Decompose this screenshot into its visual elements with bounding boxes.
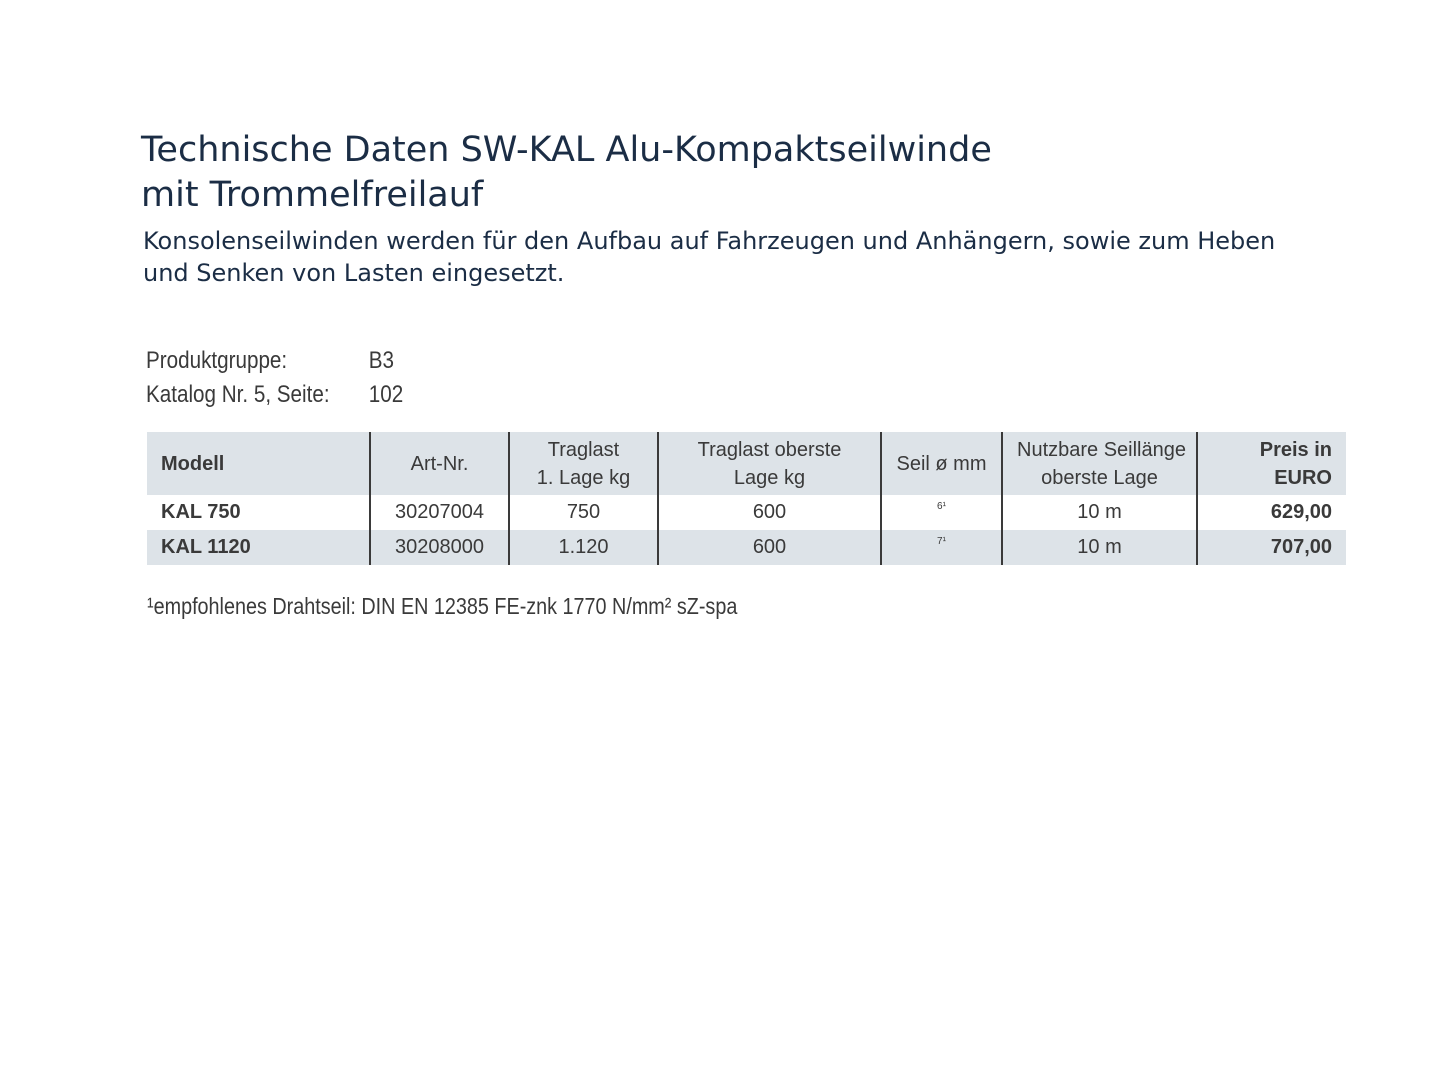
page-title bbox=[141, 128, 992, 218]
cell-preis: 707,00 bbox=[1270, 536, 1332, 558]
footnote: ¹empfohlenes Drahtseil: DIN EN 12385 FE-znk 1770 N/mm² sZ-spa bbox=[147, 593, 738, 619]
technical-data-table bbox=[147, 432, 1346, 565]
intro-paragraph bbox=[143, 225, 1403, 289]
header-text: Traglast bbox=[547, 438, 620, 461]
meta-value: B3 bbox=[368, 347, 394, 374]
intro-line-1: Konsolenseilwinden werden für den Aufbau auf Fahrzeugen und Anhängern, sowie zum Heben bbox=[143, 227, 1276, 255]
meta-row-katalog bbox=[146, 378, 403, 412]
header-text: Seil ø mm bbox=[896, 452, 987, 475]
header-text: EURO bbox=[1274, 466, 1332, 489]
cell-seillaenge: 10 m bbox=[1002, 495, 1197, 530]
cell-traglast-oberste: 600 bbox=[658, 495, 881, 530]
table-header-row bbox=[147, 432, 1346, 495]
cell-model: KAL 1120 bbox=[147, 530, 370, 565]
header-art-nr bbox=[370, 432, 509, 495]
meta-row-produktgruppe bbox=[146, 344, 403, 378]
intro-line-2: und Senken von Lasten eingesetzt. bbox=[143, 259, 565, 287]
table-row bbox=[147, 495, 1346, 530]
header-traglast-1-lage bbox=[509, 432, 658, 495]
cell-art-nr: 30208000 bbox=[370, 530, 509, 565]
page-title-line-1: Technische Daten SW-KAL Alu-Kompaktseilwinde bbox=[141, 130, 992, 170]
header-text: 1. Lage kg bbox=[536, 466, 631, 489]
meta-label: Katalog Nr. 5, Seite: bbox=[146, 381, 330, 408]
header-text: Modell bbox=[161, 452, 225, 475]
cell-model: KAL 750 bbox=[147, 495, 370, 530]
cell-art-nr: 30207004 bbox=[370, 495, 509, 530]
product-meta bbox=[146, 344, 403, 412]
header-text: oberste Lage bbox=[1041, 466, 1158, 489]
header-preis bbox=[1197, 432, 1346, 495]
header-text: Lage kg bbox=[733, 466, 806, 489]
header-seillaenge bbox=[1002, 432, 1197, 495]
header-text: Art-Nr. bbox=[410, 452, 469, 475]
cell-traglast-1-lage: 750 bbox=[509, 495, 658, 530]
page-title-line-2: mit Trommelfreilauf bbox=[141, 175, 484, 215]
header-traglast-oberste-lage bbox=[658, 432, 881, 495]
cell-seillaenge: 10 m bbox=[1002, 530, 1197, 565]
header-seil bbox=[881, 432, 1002, 495]
cell-traglast-oberste: 600 bbox=[658, 530, 881, 565]
meta-label: Produktgruppe: bbox=[146, 347, 288, 374]
header-text: Traglast oberste bbox=[697, 438, 842, 461]
cell-traglast-1-lage: 1.120 bbox=[509, 530, 658, 565]
cell-preis: 629,00 bbox=[1270, 501, 1332, 523]
cell-seil: 7¹ bbox=[881, 530, 1002, 565]
header-modell bbox=[147, 432, 370, 495]
header-text: Nutzbare Seillänge bbox=[1017, 438, 1186, 461]
cell-seil: 6¹ bbox=[881, 495, 1002, 530]
table-row bbox=[147, 530, 1346, 565]
meta-value: 102 bbox=[368, 381, 404, 408]
header-text: Preis in bbox=[1259, 438, 1332, 461]
